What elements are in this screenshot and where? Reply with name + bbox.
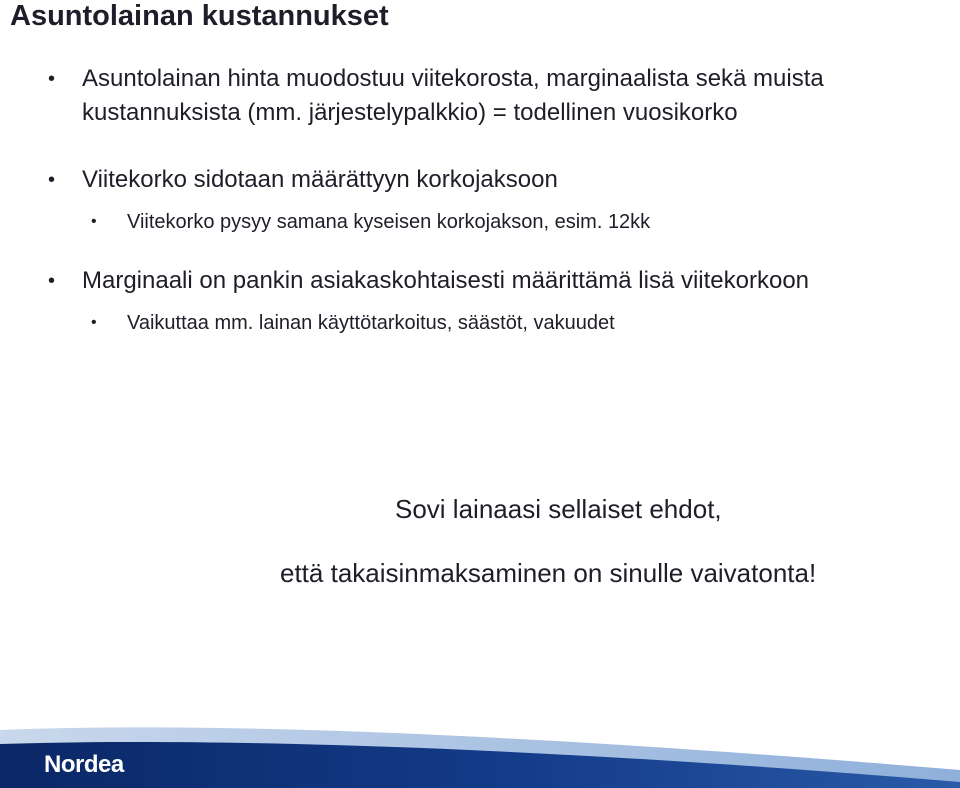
footer-band <box>0 700 960 788</box>
bullet-1: • Asuntolainan hinta muodostuu viitekorosta, marginaalista sekä muista kustannuksista (mm. järjestelypalkkio) = todellinen vuosikorko <box>82 62 952 130</box>
closing-line-2: että takaisinmaksaminen on sinulle vaivatonta! <box>280 558 817 588</box>
footer-wave-graphic <box>0 700 960 788</box>
nordea-logo-mark-icon <box>0 700 22 722</box>
nordea-logo-text: Nordea <box>44 751 124 778</box>
sub-bullet-3-1: • Vaikuttaa mm. lainan käyttötarkoitus, säästöt, vakuudet <box>127 309 927 337</box>
closing-line-1: Sovi lainaasi sellaiset ehdot, <box>395 494 722 524</box>
bullet-2: • Viitekorko sidotaan määrättyyn korkojaksoon <box>82 163 952 197</box>
slide-title: Asuntolainan kustannukset <box>10 0 389 32</box>
sub-bullet-2-1: • Viitekorko pysyy samana kyseisen korkojakson, esim. 12kk <box>127 208 927 236</box>
bullet-3: • Marginaali on pankin asiakaskohtaisesti määrittämä lisä viitekorkoon <box>82 264 952 298</box>
